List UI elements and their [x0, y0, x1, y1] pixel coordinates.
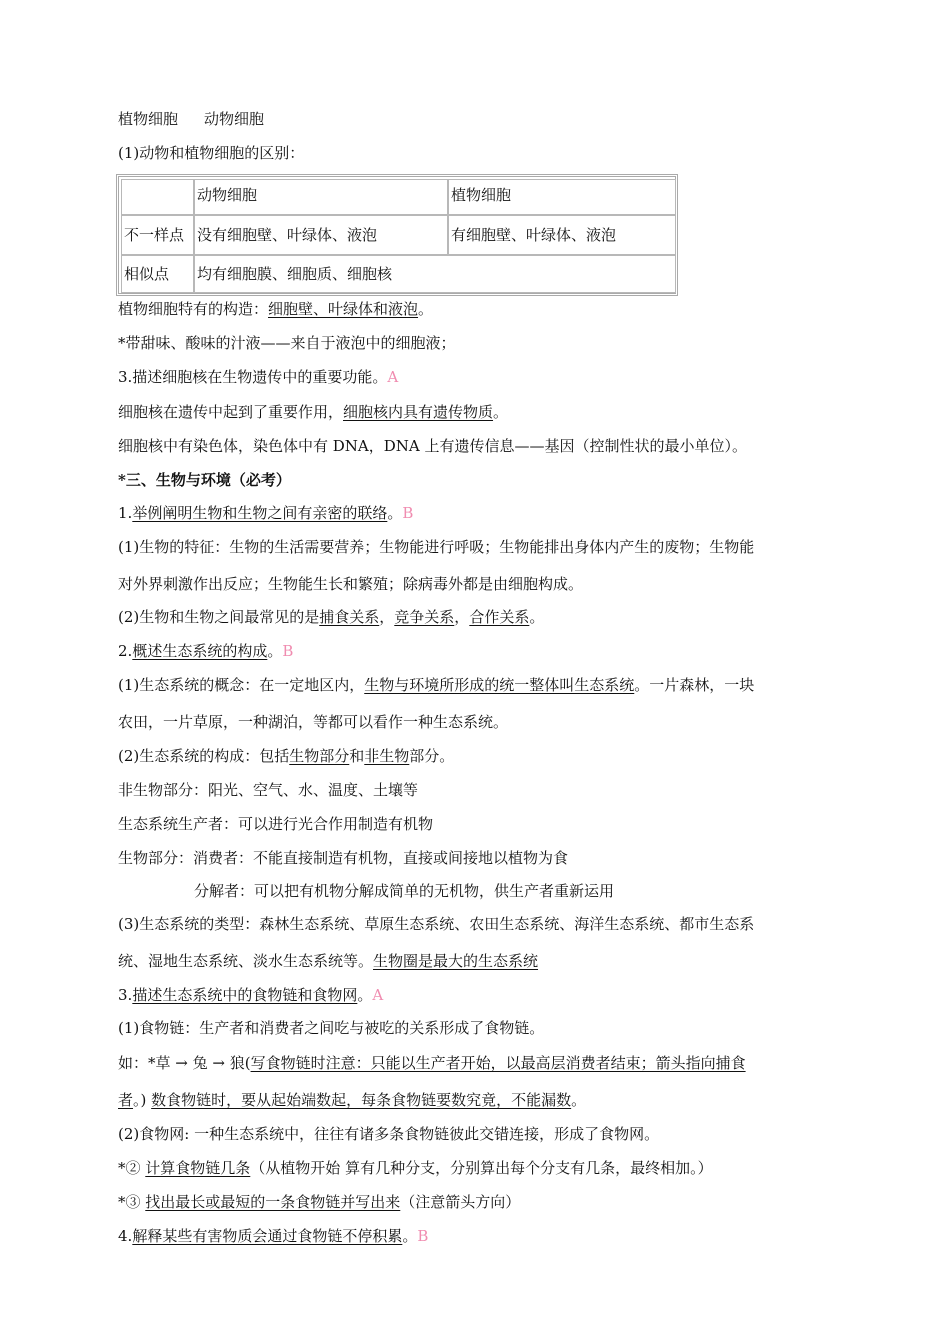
level-tag: A	[372, 986, 384, 1004]
level-tag: A	[387, 368, 399, 386]
underlined-text: 写食物链时注意：只能以生产者开始，以最高层消费者结束；箭头指向捕食	[250, 1054, 746, 1072]
underlined-text: 合作关系	[469, 608, 530, 626]
text-line	[118, 746, 454, 766]
text-line	[118, 503, 413, 523]
text: 。	[529, 608, 545, 626]
text: 和	[349, 747, 365, 765]
text-line: 非生物部分：阳光、空气、水、温度、土壤等	[118, 781, 419, 799]
text-line: (1)动物和植物细胞的区别：	[118, 144, 305, 162]
text: 。	[387, 504, 403, 522]
text: （从植物开始 算有几种分支，分别算出每个分支有几条，最终相加。）	[250, 1159, 713, 1177]
table-cell: 均有细胞膜、细胞质、细胞核	[194, 255, 676, 293]
text: 2.	[118, 642, 133, 660]
text-line: (1)食物链：生产者和消费者之间吃与被吃的关系形成了食物链。	[118, 1019, 545, 1037]
text: (2)生物和生物之间最常见的是	[118, 608, 320, 626]
underlined-text: 生物与环境所形成的统一整体叫生态系统	[364, 676, 635, 694]
text-line	[118, 1192, 520, 1212]
underlined-text: 数食物链时，要从起始端数起，每条食物链要数究竟，不能漏数	[151, 1091, 572, 1109]
text: (1)生态系统的概念：在一定地区内，	[118, 676, 365, 694]
text-line	[118, 607, 544, 627]
text: (2)生态系统的构成：包括	[118, 747, 290, 765]
text: 部分。	[409, 747, 455, 765]
underlined-text: 生物部分	[289, 747, 350, 765]
text: 细胞核在遗传中起到了重要作用，	[118, 403, 344, 421]
underlined-text: 找出最长或最短的一条食物链并写出来	[145, 1193, 401, 1211]
text-line: *带甜味、酸味的汁液——来自于液泡中的细胞液；	[118, 334, 456, 352]
text: 。	[493, 403, 509, 421]
label-plant-cell: 植物细胞	[118, 110, 179, 128]
text: （注意箭头方向）	[400, 1193, 521, 1211]
text-line	[118, 675, 754, 695]
text: 4.	[118, 1227, 133, 1245]
underlined-text: 非生物	[364, 747, 410, 765]
text-line	[118, 641, 293, 661]
text-line	[118, 367, 398, 387]
table-row-label: 相似点	[121, 255, 194, 293]
text-line	[118, 985, 383, 1005]
text-line: 分解者：可以把有机物分解成简单的无机物，供生产者重新运用	[194, 882, 615, 900]
section-heading: *三、生物与环境（必考）	[118, 471, 291, 489]
underlined-text: 概述生态系统的构成	[132, 642, 268, 660]
text: 。	[418, 300, 434, 318]
table-row-label: 不一样点	[121, 215, 194, 255]
text: ，	[454, 608, 470, 626]
table-cell	[121, 179, 194, 215]
text: 如：*草 → 兔 → 狼(	[118, 1054, 251, 1072]
text-line: 细胞核中有染色体，染色体中有 DNA，DNA 上有遗传信息——基因（控制性状的最小单位）。	[118, 437, 748, 455]
underlined-text: 者	[118, 1091, 134, 1109]
text: 。	[402, 1227, 418, 1245]
text-line: 生物部分：消费者：不能直接制造有机物，直接或间接地以植物为食	[118, 849, 569, 867]
label-animal-cell: 动物细胞	[204, 110, 265, 128]
text: ，	[379, 608, 395, 626]
text-line: 农田，一片草原，一种湖泊，等都可以看作一种生态系统。	[118, 713, 509, 731]
text: 。)	[133, 1091, 152, 1109]
underlined-text: 生物圈是最大的生态系统	[373, 952, 539, 970]
table-cell: 没有细胞壁、叶绿体、液泡	[194, 215, 448, 255]
text: 。一片森林，一块	[634, 676, 755, 694]
text-line	[118, 1090, 586, 1110]
text-line	[118, 1158, 713, 1178]
text-line: (1)生物的特征：生物的生活需要营养；生物能进行呼吸；生物能排出身体内产生的废物；生物能	[118, 538, 755, 556]
table-header-animal: 动物细胞	[194, 179, 448, 215]
underlined-text: 细胞核内具有遗传物质	[343, 403, 494, 421]
text: 植物细胞特有的构造：	[118, 300, 269, 318]
text-line: 生态系统生产者：可以进行光合作用制造有机物	[118, 815, 434, 833]
text-line: (3)生态系统的类型：森林生态系统、草原生态系统、农田生态系统、海洋生态系统、都市生态系	[118, 915, 755, 933]
text-line	[118, 1226, 428, 1246]
level-tag: B	[282, 642, 294, 660]
text: *③	[118, 1193, 146, 1211]
text: 统、湿地生态系统、淡水生态系统等。	[118, 952, 374, 970]
table-cell: 有细胞壁、叶绿体、液泡	[448, 215, 676, 255]
text-line: 对外界刺激作出反应；生物能生长和繁殖；除病毒外都是由细胞构成。	[118, 575, 584, 593]
table-header-plant: 植物细胞	[448, 179, 676, 215]
level-tag: B	[402, 504, 414, 522]
text: 3.描述细胞核在生物遗传中的重要功能。	[118, 368, 388, 386]
underlined-text: 解释某些有害物质会通过食物链不停积累	[132, 1227, 403, 1245]
underlined-text: 细胞壁、叶绿体和液泡	[268, 300, 419, 318]
underlined-text: 举例阐明生物和生物之间有亲密的联络	[132, 504, 388, 522]
underlined-text: 计算食物链几条	[145, 1159, 251, 1177]
text-line: (2)食物网: 一种生态系统中，往往有诸多条食物链彼此交错连接，形成了食物网。	[118, 1125, 660, 1143]
underlined-text: 描述生态系统中的食物链和食物网	[132, 986, 358, 1004]
underlined-text: 竞争关系	[394, 608, 455, 626]
text: 。	[357, 986, 373, 1004]
text: 。	[267, 642, 283, 660]
level-tag: B	[417, 1227, 429, 1245]
text-line	[118, 299, 433, 319]
text: *②	[118, 1159, 146, 1177]
text-line	[118, 402, 508, 422]
text: 1.	[118, 504, 133, 522]
text-line	[118, 1053, 746, 1073]
underlined-text: 捕食关系	[319, 608, 380, 626]
text: 3.	[118, 986, 133, 1004]
text: 。	[571, 1091, 587, 1109]
text-line	[118, 951, 538, 971]
comparison-table	[116, 174, 678, 296]
text-line	[118, 109, 264, 129]
